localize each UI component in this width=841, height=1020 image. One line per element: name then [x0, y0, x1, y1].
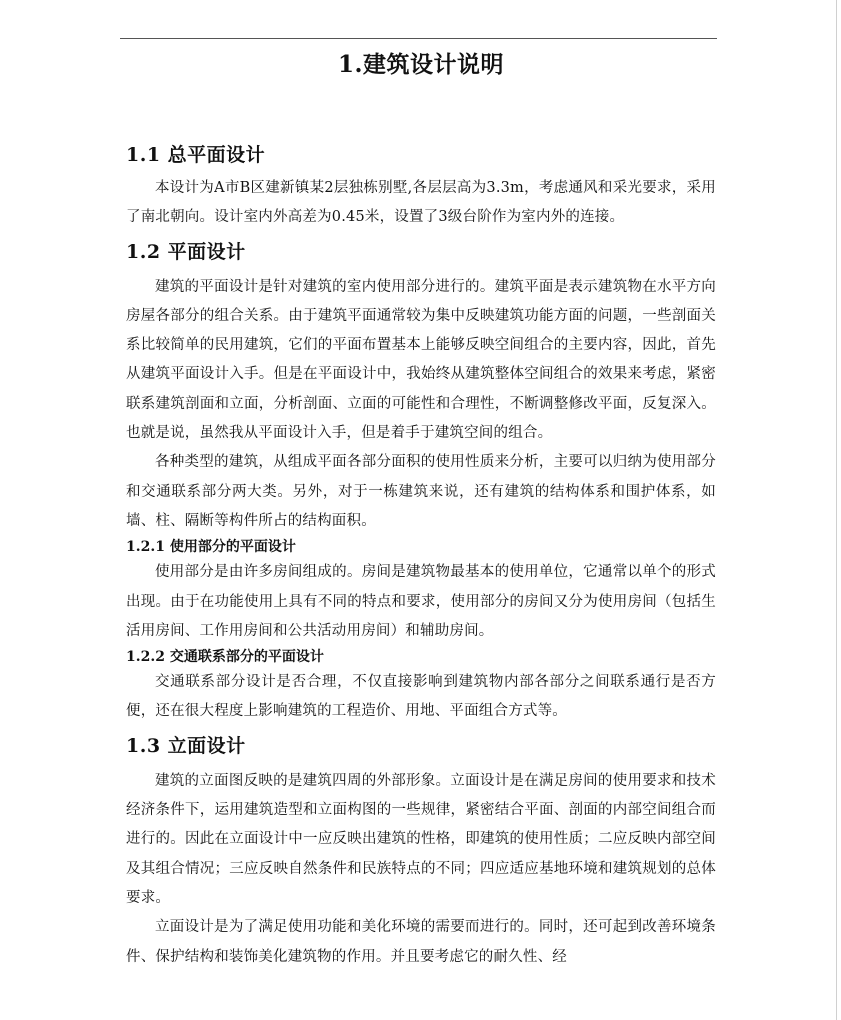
- header-rule: [120, 38, 717, 39]
- paragraph-1-1-a: 本设计为A市B区建新镇某2层独栋别墅,各层层高为3.3m，考虑通风和采光要求，采用了南北朝向。设计室内外高差为0.45米，设置了3级台阶作为室内外的连接。: [126, 180, 716, 226]
- paragraph-1-2-b: 各种类型的建筑，从组成平面各部分面积的使用性质来分析，主要可以归纳为使用部分和交通联系部分两大类。另外，对于一栋建筑来说，还有建筑的结构体系和围护体系，如墙、柱、隔断等构件所占的结构面积。: [126, 454, 716, 529]
- subsection-heading-1-2-1: 1.2.1 使用部分的平面设计: [126, 539, 296, 556]
- paragraph-1-3-b: 立面设计是为了满足使用功能和美化环境的需要而进行的。同时，还可起到改善环境条件、保护结构和装饰美化建筑物的作用。并且要考虑它的耐久性、经: [126, 919, 716, 965]
- document-page: [126, 42, 716, 972]
- subsection-heading-1-2-2: 1.2.2 交通联系部分的平面设计: [126, 649, 324, 666]
- section-heading-1-3: 1.3 立面设计: [126, 734, 246, 757]
- paragraph-1-2-2-a: 交通联系部分设计是否合理，不仅直接影响到建筑物内部各部分之间联系通行是否方便，还在很大程度上影响建筑的工程造价、用地、平面组合方式等。: [126, 674, 716, 720]
- paragraph-1-2-a: 建筑的平面设计是针对建筑的室内使用部分进行的。建筑平面是表示建筑物在水平方向房屋各部分的组合关系。由于建筑平面通常较为集中反映建筑功能方面的问题，一些剖面关系比较简单的民用建筑，它们的平面布置基本上能够反映空间组合的主要内容，因此，首先从建筑平面设计入手。但是在平面设计中，我始终从建筑整体空间组合的效果来考虑，紧密联系建筑剖面和立面，分析剖面、立面的可能性和合理性，不断调整修改平面，反复深入。也就是说，虽然我从平面设计入手，但是着手于建筑空间的组合。: [126, 278, 716, 442]
- paragraph-1-3-a: 建筑的立面图反映的是建筑四周的外部形象。立面设计是在满足房间的使用要求和技术经济条件下，运用建筑造型和立面构图的一些规律，紧密结合平面、剖面的内部空间组合而进行的。因此在立面设计中一应反映出建筑的性格，即建筑的使用性质；二应反映内部空间及其组合情况；三应反映自然条件和民族特点的不同；四应适应基地环境和建筑规划的总体要求。: [126, 772, 716, 906]
- section-heading-1-1: 1.1 总平面设计: [126, 144, 266, 166]
- document-title: 1.建筑设计说明: [337, 51, 504, 78]
- page-right-edge: [836, 0, 837, 1020]
- paragraph-1-2-1-a: 使用部分是由许多房间组成的。房间是建筑物最基本的使用单位，它通常以单个的形式出现。由于在功能使用上具有不同的特点和要求，使用部分的房间又分为使用房间（包括生活用房间、工作用房间和公共活动用房间）和辅助房间。: [126, 564, 716, 639]
- section-heading-1-2: 1.2 平面设计: [126, 240, 246, 263]
